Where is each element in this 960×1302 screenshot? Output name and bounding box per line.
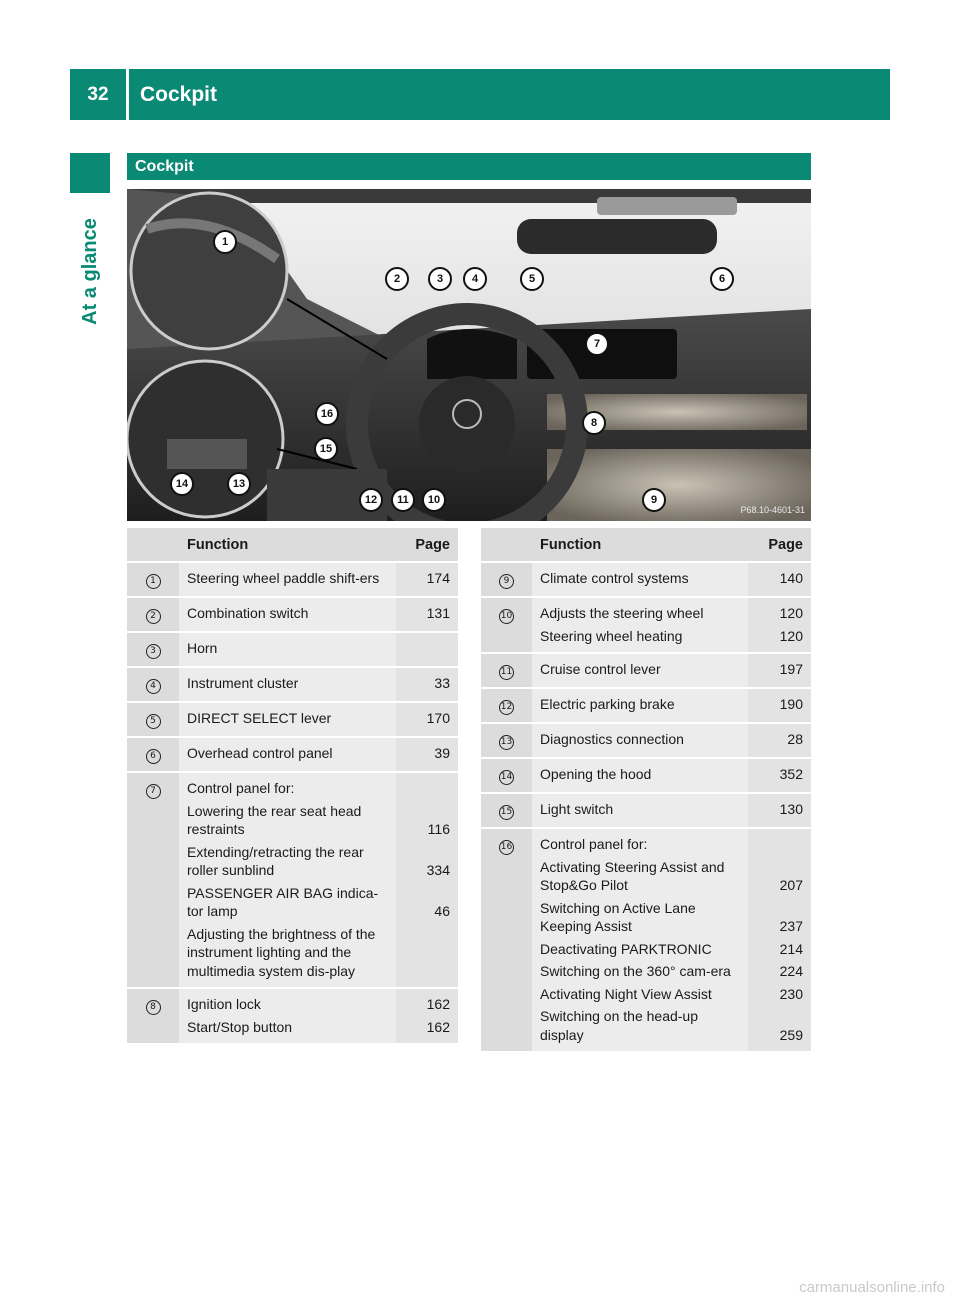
callout-number-icon: 9 [499,574,514,589]
row-function [179,988,396,1044]
row-page [748,793,811,828]
function-text: Steering wheel paddle shift-ers [187,570,380,586]
table-row [481,758,811,793]
function-text: Activating Night View Assist [540,985,712,1002]
row-page [748,688,811,723]
row-number [127,988,179,1044]
callout-8: 8 [582,411,606,435]
function-text: Start/Stop button [187,1018,293,1035]
callout-number-icon: 8 [146,1000,161,1015]
row-page [396,562,458,597]
row-function [532,597,748,653]
callout-7: 7 [585,332,609,356]
page-header [70,69,890,120]
function-text: Switching on the 360° cam-era [540,963,731,979]
row-function [179,632,396,667]
table-row [481,723,811,758]
callout-10: 10 [422,488,446,512]
function-text: Control panel for: [187,780,295,796]
page-reference: 197 [779,661,803,677]
row-function [532,828,748,1052]
row-number [127,562,179,597]
row-function [532,653,748,688]
callout-number-icon: 5 [146,714,161,729]
function-text: Switching on Active Lane Keeping Assist [540,899,696,934]
page-reference: 130 [779,801,803,817]
row-number [127,772,179,988]
header-num [127,528,179,562]
row-page [748,723,811,758]
photo-code: P68.10-4601-31 [740,505,805,515]
callout-3: 3 [428,267,452,291]
table-row [481,793,811,828]
page-reference: 207 [779,877,803,893]
function-text: PASSENGER AIR BAG indica-tor lamp [187,884,379,919]
callout-number-icon: 16 [499,840,514,855]
function-text: Horn [187,640,218,656]
section-title-bar [127,153,811,180]
page-reference: 334 [426,862,450,878]
row-page [396,667,458,702]
page-reference: 224 [779,963,803,979]
row-page [396,737,458,772]
function-text: Ignition lock [187,996,261,1012]
side-tab-label [70,196,110,346]
page-reference [404,639,450,658]
table-row [127,632,458,667]
callout-15: 15 [314,437,338,461]
row-number [127,667,179,702]
callout-number-icon: 4 [146,679,161,694]
callout-number-icon: 14 [499,770,514,785]
row-number [481,562,532,597]
page-reference: 46 [434,903,450,919]
row-number [127,632,179,667]
row-page [748,562,811,597]
function-text: Combination switch [187,605,309,621]
header-page: Page [396,528,458,562]
function-text: Climate control systems [540,570,689,586]
header-num [481,528,532,562]
callout-number-icon: 12 [499,700,514,715]
page-title: Cockpit [140,82,218,106]
row-page [748,828,811,1052]
function-text: Control panel for: [540,836,648,852]
table-row [127,988,458,1044]
table-body-right [481,562,811,1052]
page-reference: 28 [787,731,803,747]
row-number [127,702,179,737]
row-function [532,758,748,793]
callout-2: 2 [385,267,409,291]
table-body-left [127,562,458,1044]
page-reference: 140 [779,570,803,586]
table-row [127,562,458,597]
table-row [127,702,458,737]
function-text: Light switch [540,801,614,817]
row-page [748,597,811,653]
page-reference: 33 [434,675,450,691]
row-function [532,793,748,828]
callout-5: 5 [520,267,544,291]
cockpit-photo [127,189,811,521]
function-table-left [127,528,458,1045]
row-function [532,562,748,597]
table-row [127,772,458,988]
side-tab-text: At a glance [78,217,101,325]
callout-number-icon: 3 [146,644,161,659]
row-function [179,667,396,702]
page-reference: 170 [426,710,450,726]
function-text: Adjusts the steering wheel [540,605,704,621]
side-tab-marker [70,153,110,193]
function-text: Opening the hood [540,766,652,782]
row-number [481,758,532,793]
row-function [179,702,396,737]
row-number [481,688,532,723]
row-page [396,772,458,988]
header-page: Page [748,528,811,562]
callout-number-icon: 2 [146,609,161,624]
callout-number-icon: 10 [499,609,514,624]
row-page [396,702,458,737]
table-row [481,828,811,1052]
table-row [481,688,811,723]
page-reference: 352 [779,766,803,782]
row-function [532,723,748,758]
row-page [396,632,458,667]
table-header-row [127,528,458,562]
function-text: Diagnostics connection [540,731,684,747]
function-table-right [481,528,811,1053]
table-row [127,667,458,702]
page-reference: 214 [779,940,803,957]
function-text: Deactivating PARKTRONIC [540,940,712,957]
row-page [396,597,458,632]
callout-16: 16 [315,402,339,426]
table-row [481,562,811,597]
row-number [481,597,532,653]
page-reference: 162 [426,1018,450,1035]
row-number [481,793,532,828]
page-reference: 162 [426,996,450,1012]
callout-9: 9 [642,488,666,512]
function-text: Steering wheel heating [540,627,683,644]
page-reference [404,925,450,981]
table-row [127,597,458,632]
row-page [748,653,811,688]
callout-12: 12 [359,488,383,512]
page-reference [404,779,450,798]
callout-13: 13 [227,472,251,496]
function-text: DIRECT SELECT lever [187,710,332,726]
header-divider [126,69,129,120]
page-reference: 237 [779,918,803,934]
row-number [127,737,179,772]
watermark: carmanualsonline.info [799,1279,945,1296]
function-text: Switching on the head-up display [540,1008,698,1043]
page-reference: 116 [427,821,450,837]
function-text: Cruise control lever [540,661,661,677]
function-text: Extending/retracting the rear roller sunblind [187,843,364,878]
section-title: Cockpit [135,158,194,175]
callout-number-icon: 6 [146,749,161,764]
callout-number-icon: 1 [146,574,161,589]
row-function [179,772,396,988]
row-number [481,653,532,688]
page-reference: 230 [779,985,803,1002]
callout-number-icon: 11 [499,665,514,680]
table-row [481,653,811,688]
row-number [481,723,532,758]
row-number [127,597,179,632]
page-reference: 120 [779,627,803,644]
callout-number-icon: 13 [499,735,514,750]
row-page [748,758,811,793]
function-text: Activating Steering Assist and Stop&Go Pilot [540,858,725,893]
function-text: Overhead control panel [187,745,333,761]
callout-6: 6 [710,267,734,291]
table-row [127,737,458,772]
callout-1: 1 [213,230,237,254]
table-row [481,597,811,653]
function-text: Adjusting the brightness of the instrument lighting and the multimedia system dis-play [187,925,376,979]
function-text: Lowering the rear seat head restraints [187,802,362,837]
function-text: Electric parking brake [540,696,675,712]
row-function [179,737,396,772]
page-reference: 120 [779,605,803,621]
callout-14: 14 [170,472,194,496]
callout-number-icon: 7 [146,784,161,799]
function-text: Instrument cluster [187,675,299,691]
header-function: Function [532,528,748,562]
row-function [179,597,396,632]
page-reference: 174 [426,570,450,586]
callout-4: 4 [463,267,487,291]
page-number: 32 [87,83,109,105]
row-function [532,688,748,723]
page-reference: 131 [426,605,450,621]
row-function [179,562,396,597]
callout-11: 11 [391,488,415,512]
row-number [481,828,532,1052]
row-page [396,988,458,1044]
table-header-row [481,528,811,562]
page-reference: 190 [779,696,803,712]
page-reference: 259 [779,1026,803,1043]
page-reference: 39 [434,745,450,761]
callout-number-icon: 15 [499,805,514,820]
page-reference [756,835,803,854]
header-function: Function [179,528,396,562]
